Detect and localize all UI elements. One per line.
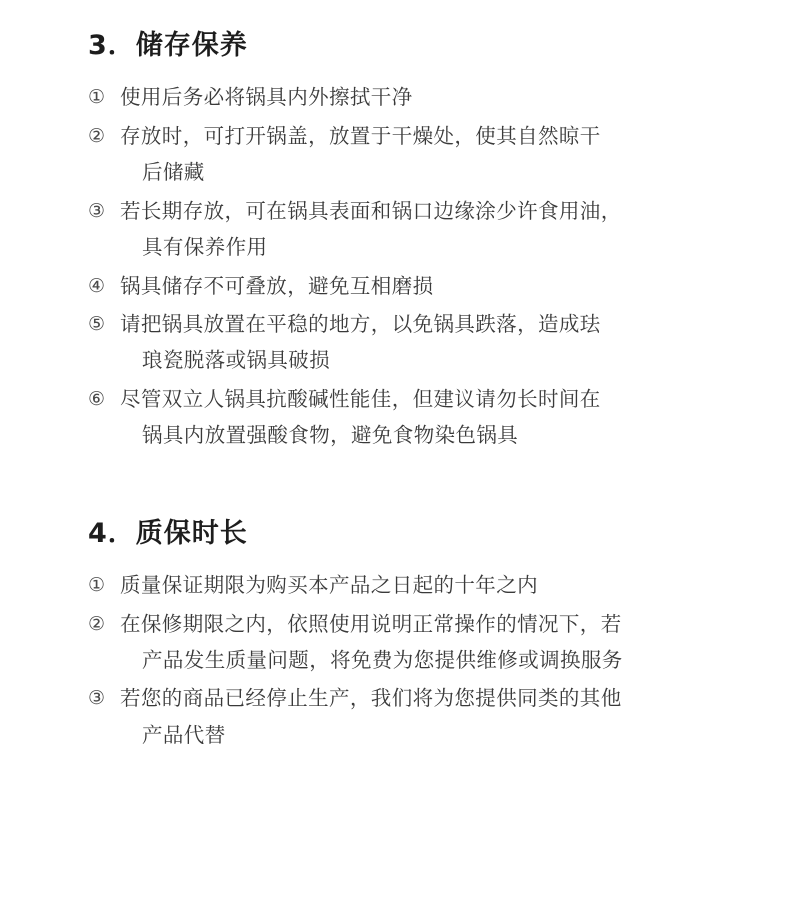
list-item-text bbox=[118, 193, 730, 266]
list-item bbox=[88, 193, 730, 266]
item-line: 请把锅具放置在平稳的地方，以免锅具跌落，造成珐 bbox=[120, 312, 601, 336]
list-marker: ③ bbox=[88, 687, 106, 710]
item-line: 后储藏 bbox=[142, 160, 205, 185]
list-item-text bbox=[118, 381, 730, 454]
section-title: 4．质保时长 bbox=[88, 517, 248, 549]
section-title: 3．储存保养 bbox=[88, 30, 248, 61]
list-item bbox=[88, 680, 730, 753]
list-item bbox=[88, 567, 730, 603]
list-marker: ⑤ bbox=[88, 313, 106, 335]
list-marker: ② bbox=[88, 124, 106, 147]
list-marker: ② bbox=[88, 612, 106, 635]
item-list bbox=[88, 567, 730, 753]
list-item bbox=[88, 306, 730, 379]
list-item bbox=[88, 381, 730, 454]
item-line: 具有保养作用 bbox=[142, 235, 268, 260]
item-line: 尽管双立人锅具抗酸碱性能佳，但建议请勿长时间在 bbox=[120, 386, 601, 411]
list-marker: ① bbox=[88, 86, 106, 109]
list-item-text bbox=[118, 79, 730, 115]
list-marker: ⑥ bbox=[88, 387, 106, 410]
list-marker: ③ bbox=[88, 199, 106, 222]
list-item bbox=[88, 79, 730, 115]
list-item bbox=[88, 268, 730, 304]
item-list bbox=[88, 79, 730, 454]
item-line: 若长期存放，可在锅具表面和锅口边缘涂少许食用油， bbox=[120, 198, 622, 223]
list-item-text bbox=[118, 567, 730, 603]
item-line: 使用后务必将锅具内外擦拭干净 bbox=[120, 85, 413, 110]
section-storage-care bbox=[88, 28, 730, 454]
item-line: 存放时，可打开锅盖，放置于干燥处，使其自然晾干 bbox=[120, 123, 601, 148]
list-item-text bbox=[118, 118, 730, 191]
item-line: 若您的商品已经停止生产，我们将为您提供同类的其他 bbox=[120, 686, 622, 711]
list-item bbox=[88, 118, 730, 191]
item-line: 质量保证期限为购买本产品之日起的十年之内 bbox=[120, 573, 538, 598]
item-line: 琅瓷脱落或锅具破损 bbox=[142, 348, 331, 373]
item-line: 产品发生质量问题，将免费为您提供维修或调换服务 bbox=[142, 648, 623, 672]
list-item-text bbox=[118, 306, 730, 379]
item-line: 锅具内放置强酸食物，避免食物染色锅具 bbox=[142, 423, 519, 448]
item-line: 锅具储存不可叠放，避免互相磨损 bbox=[120, 273, 434, 298]
item-line: 在保修期限之内，依照使用说明正常操作的情况下，若 bbox=[120, 611, 622, 636]
list-item-text bbox=[118, 268, 730, 304]
item-line: 产品代替 bbox=[142, 722, 226, 747]
list-item bbox=[88, 606, 730, 679]
list-marker: ④ bbox=[88, 274, 106, 297]
list-marker: ① bbox=[88, 574, 106, 597]
list-item-text bbox=[118, 606, 730, 679]
section-warranty-duration bbox=[88, 516, 730, 754]
list-item-text bbox=[118, 680, 730, 753]
